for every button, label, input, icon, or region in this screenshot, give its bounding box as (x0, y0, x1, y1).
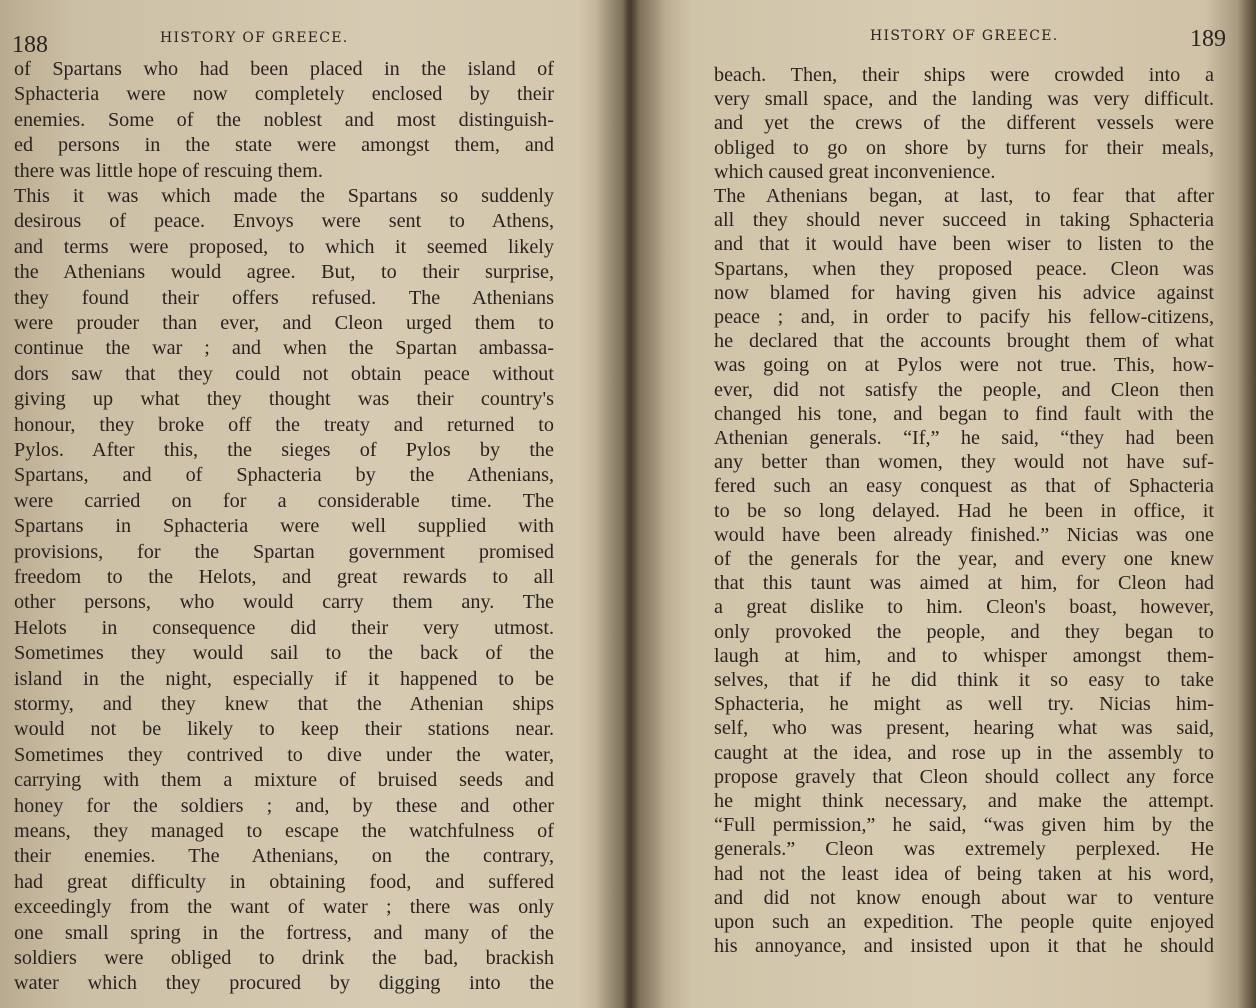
text-line: Sphacteria were now completely enclosed by their (14, 83, 554, 106)
text-line: all they should never succeed in taking Sphacteria (714, 209, 1214, 232)
text-line: Sometimes they contrived to dive under the water, (14, 743, 554, 766)
text-line: propose gravely that Cleon should collect any force (714, 765, 1214, 788)
text-line: peace ; and, in order to pacify his fellow-citizens, (714, 306, 1214, 328)
text-line: laugh at him, and to whisper amongst them- (714, 644, 1214, 667)
text-line: Sometimes they would sail to the back of the (14, 642, 554, 665)
text-line: Pylos. After this, the sieges of Pylos by the (14, 439, 554, 461)
text-line: Spartans, and of Sphacteria by the Athenians, (14, 464, 554, 487)
text-line: dors saw that they could not obtain peace without (14, 362, 554, 385)
text-line: Helots in consequence did their very utmost. (14, 616, 554, 639)
text-line: fered such an easy conquest as that of Sphacteria (714, 475, 1214, 498)
text-line: caught at the idea, and rose up in the assembly to (714, 741, 1214, 764)
text-line: he declared that the accounts brought them of what (714, 330, 1214, 353)
text-line: they found their offers refused. The Athenians (14, 286, 554, 309)
text-line: island in the night, especially if it happened to be (14, 667, 554, 690)
text-line: Athenian generals. “If,” he said, “they had been (714, 427, 1214, 449)
text-line: which caused great inconvenience. (714, 160, 996, 183)
text-line: would have been already finished.” Nicias was one (714, 523, 1214, 546)
text-line: “Full permission,” he said, “was given him by the (714, 814, 1214, 837)
text-line: one small spring in the fortress, and many of the (14, 921, 554, 944)
text-line: carrying with them a mixture of bruised seeds and (14, 769, 554, 792)
text-line: were carried on for a considerable time. The (14, 489, 554, 512)
text-line: his annoyance, and insisted upon it that he should (714, 935, 1214, 958)
text-line: Spartans, when they proposed peace. Cleon was (714, 257, 1214, 280)
text-line: honour, they broke off the treaty and returned to (14, 413, 554, 436)
text-line: of Spartans who had been placed in the island of (14, 58, 554, 80)
text-line: Sphacteria, he might as well try. Nicias him- (714, 693, 1214, 716)
text-line: had not the least idea of being taken at his word, (714, 862, 1214, 885)
text-line: their enemies. The Athenians, on the contrary, (14, 845, 554, 868)
text-line: ever, did not satisfy the people, and Cleon then (714, 378, 1214, 401)
text-line: were prouder than ever, and Cleon urged them to (14, 312, 554, 334)
text-line: ed persons in the state were amongst them, and (14, 134, 554, 157)
right-page-number: 189 (1190, 26, 1226, 52)
text-line: other persons, who would carry them any. The (14, 591, 554, 614)
text-line: self, who was present, hearing what was said, (714, 717, 1214, 740)
text-line: giving up what they thought was their country's (14, 388, 554, 411)
page-edge-shadow (1238, 0, 1256, 1008)
text-line: continue the war ; and when the Spartan ambassa- (14, 337, 554, 360)
left-page-number: 188 (12, 32, 48, 58)
text-line: obliged to go on shore by turns for their meals, (714, 136, 1214, 159)
text-line: freedom to the Helots, and great rewards to all (14, 566, 554, 588)
text-line: was going on at Pylos were not true. This, how- (714, 354, 1214, 377)
text-line: would not be likely to keep their stations near. (14, 718, 554, 741)
text-line: stormy, and they knew that the Athenian ships (14, 693, 554, 715)
text-line: and that it would have been wiser to listen to the (714, 233, 1214, 256)
text-line: the Athenians would agree. But, to their surprise, (14, 261, 554, 284)
text-line: that this taunt was aimed at him, for Cleon had (714, 572, 1214, 595)
text-line: provisions, for the Spartan government promised (14, 540, 554, 563)
text-line: changed his tone, and began to find fault with the (714, 402, 1214, 425)
text-line: means, they managed to escape the watchfulness of (14, 820, 554, 842)
text-line: there was little hope of rescuing them. (14, 159, 323, 182)
text-line: exceedingly from the want of water ; there was only (14, 896, 554, 919)
text-line: beach. Then, their ships were crowded into a (714, 64, 1214, 86)
text-line: Spartans in Sphacteria were well supplied with (14, 515, 554, 538)
text-line: a great dislike to him. Cleon's boast, however, (714, 596, 1214, 619)
text-line: desirous of peace. Envoys were sent to Athens, (14, 210, 554, 233)
left-page (0, 0, 600, 1008)
text-line: of the generals for the year, and every one knew (714, 548, 1214, 570)
right-running-head: HISTORY OF GREECE. (870, 28, 1059, 44)
left-page-header (0, 22, 600, 58)
text-line: upon such an expedition. The people quite enjoyed (714, 911, 1214, 933)
text-line: he might think necessary, and make the attempt. (714, 790, 1214, 812)
gutter-shadow (596, 0, 666, 1008)
right-page (660, 0, 1256, 1008)
text-line: any better than women, they would not have suf- (714, 451, 1214, 474)
text-line: generals.” Cleon was extremely perplexed. He (714, 838, 1214, 861)
text-line: water which they procured by digging into the (14, 972, 554, 995)
text-line: This it was which made the Spartans so suddenly (14, 185, 554, 207)
text-line: had great difficulty in obtaining food, and suffered (14, 870, 554, 893)
text-line: and did not know enough about war to venture (714, 886, 1214, 909)
text-line: selves, that if he did think it so easy to take (714, 669, 1214, 691)
text-line: now blamed for having given his advice against (714, 281, 1214, 304)
text-line: honey for the soldiers ; and, by these and other (14, 794, 554, 817)
text-line: very small space, and the landing was very difficult. (714, 88, 1214, 111)
text-line: and yet the crews of the different vessels were (714, 112, 1214, 135)
text-line: to be so long delayed. Had he been in office, it (714, 499, 1214, 522)
text-line: enemies. Some of the noblest and most distinguish- (14, 108, 554, 131)
text-line: The Athenians began, at last, to fear that after (714, 185, 1214, 207)
text-line: and terms were proposed, to which it seemed likely (14, 235, 554, 258)
right-page-header (660, 22, 1256, 52)
text-line: only provoked the people, and they began to (714, 620, 1214, 643)
left-running-head: HISTORY OF GREECE. (160, 30, 349, 46)
text-line: soldiers were obliged to drink the bad, brackish (14, 947, 554, 969)
